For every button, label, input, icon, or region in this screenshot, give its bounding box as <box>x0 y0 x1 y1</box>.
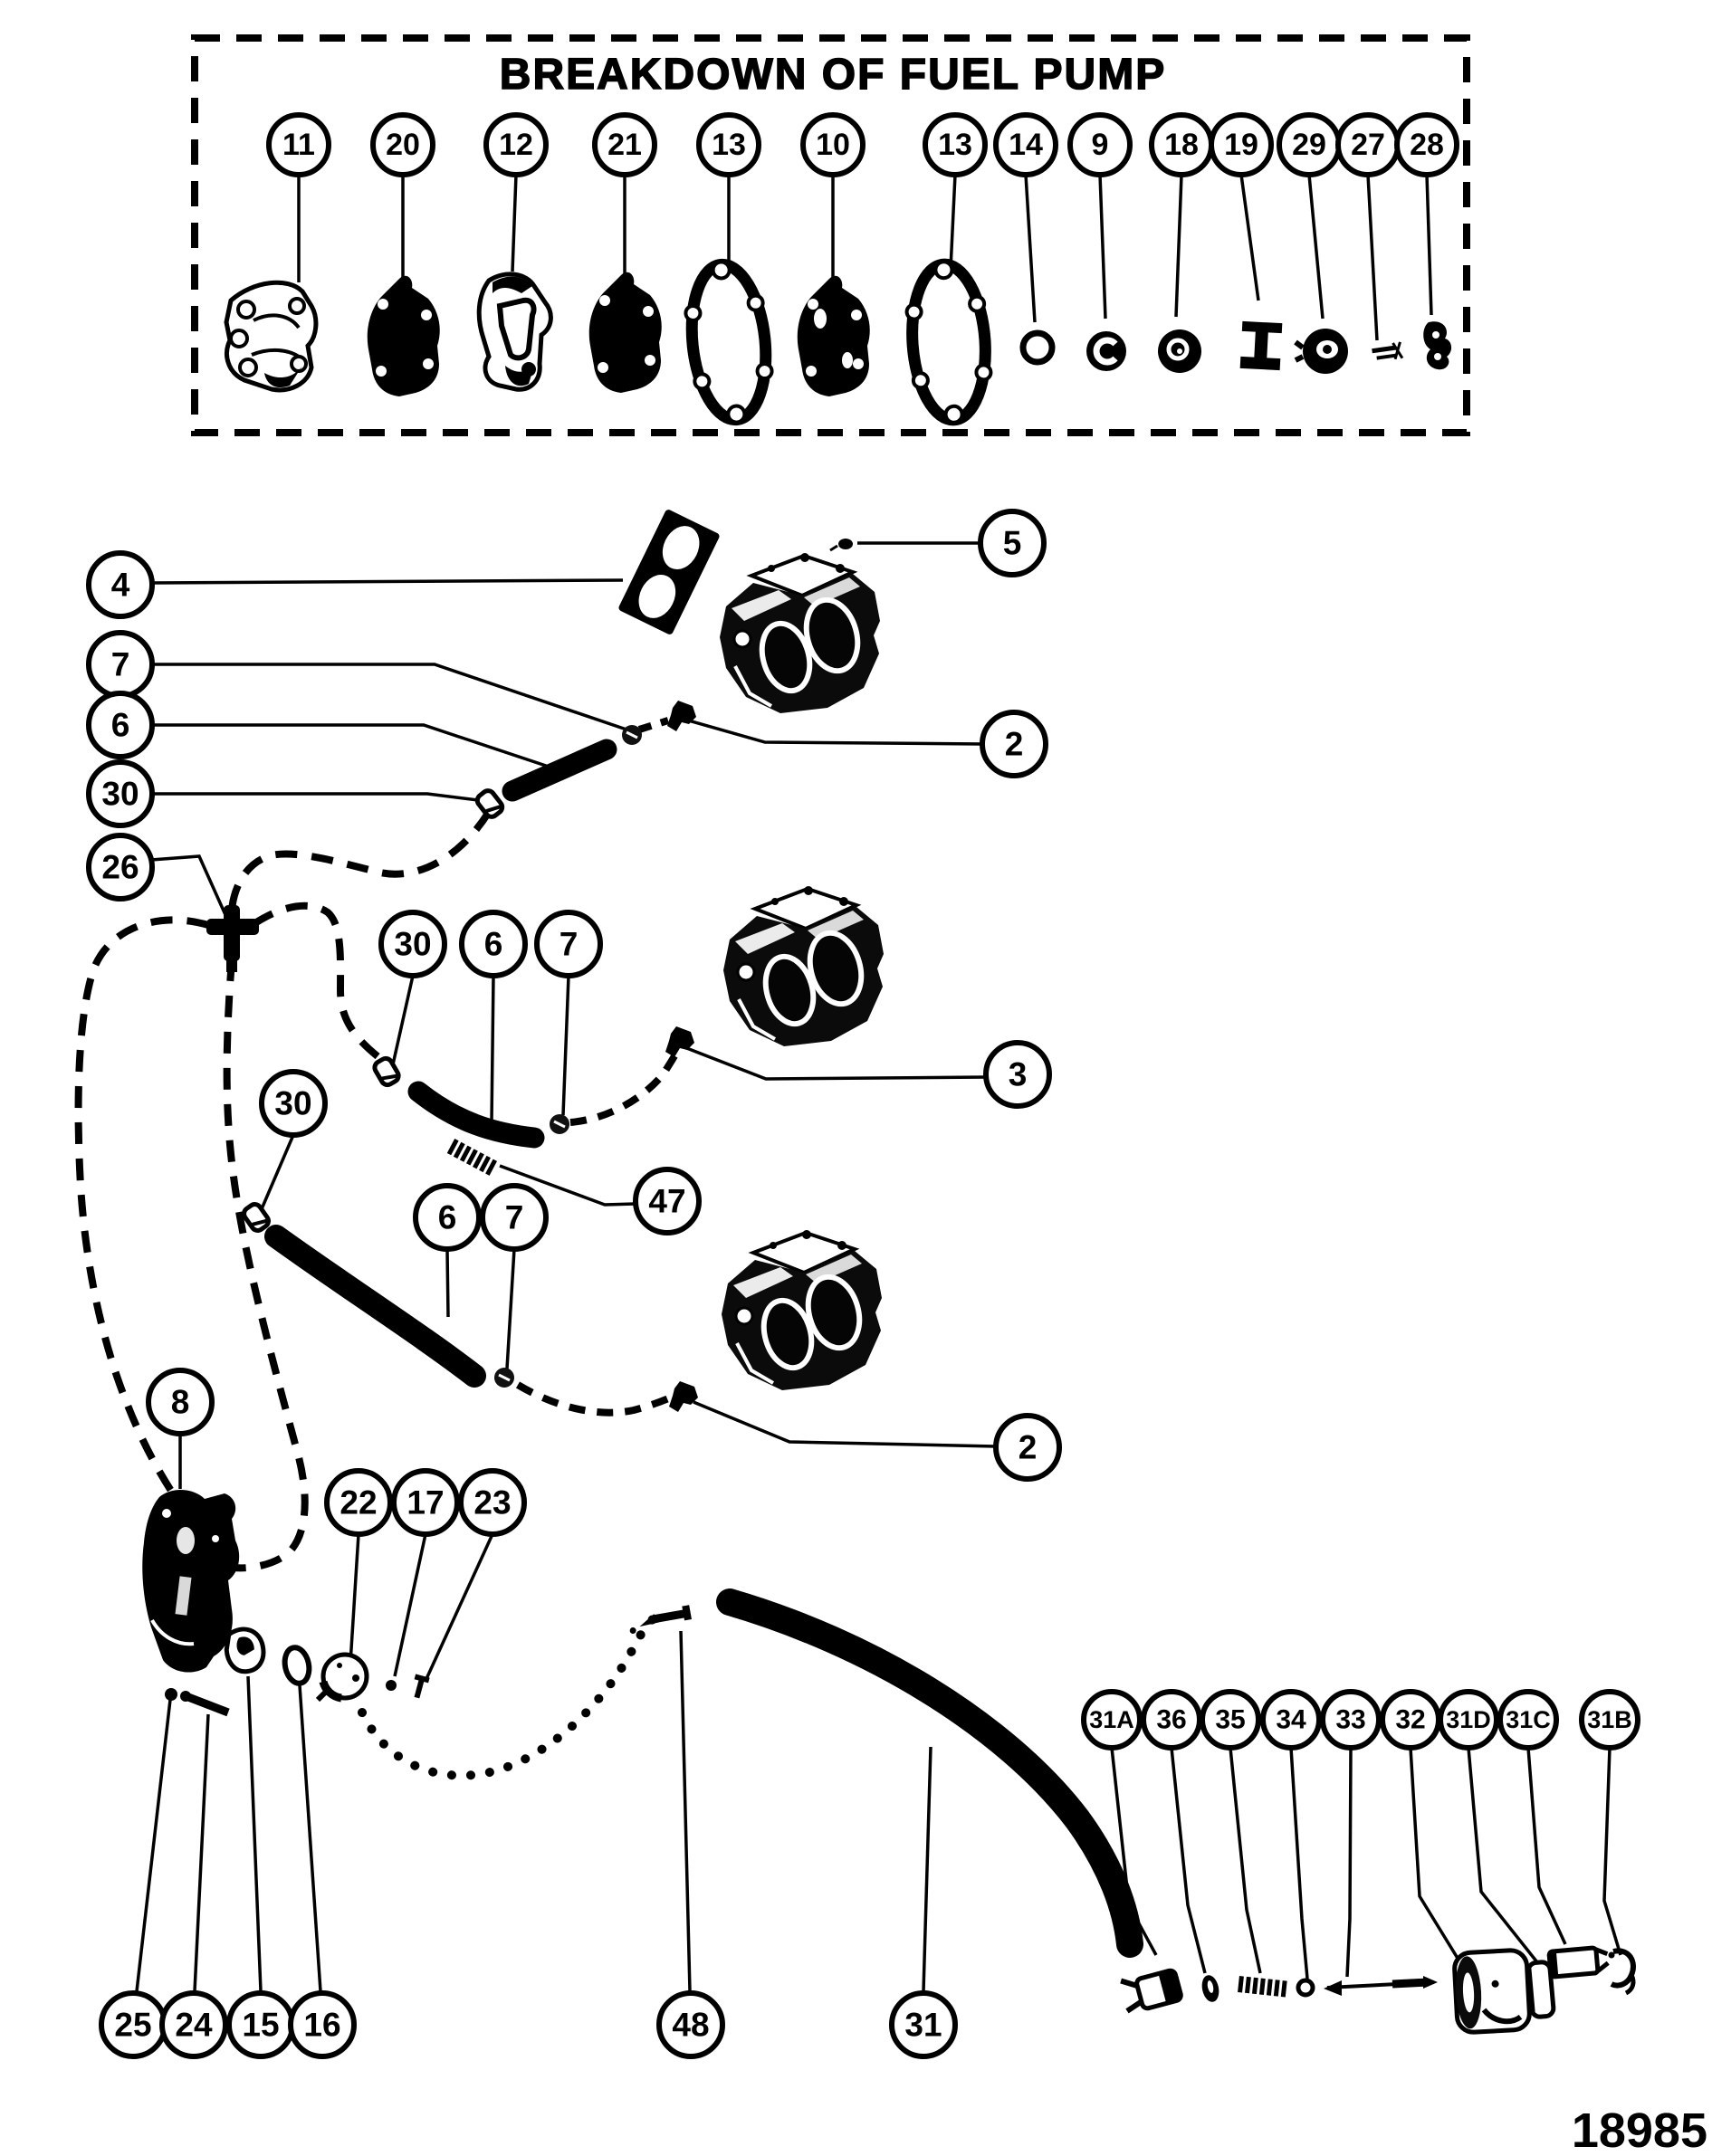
callout-34-connector_row-3 <box>1263 1692 1319 1748</box>
tee-fitting-26 <box>206 905 259 972</box>
svg-text:11: 11 <box>282 128 315 162</box>
svg-text:17: 17 <box>406 1483 445 1522</box>
callout-16-bottom_row-3 <box>291 1993 354 2056</box>
hose-3 <box>276 1236 474 1376</box>
svg-text:22: 22 <box>340 1483 378 1522</box>
callout-23-main-19 <box>461 1471 524 1534</box>
callout-48-bottom_row-4 <box>659 1993 722 2056</box>
svg-text:24: 24 <box>175 2006 213 2044</box>
callout-25-bottom_row-0 <box>101 1993 165 2056</box>
clip-31B <box>1609 1951 1634 1993</box>
callout-12-top_row-2 <box>486 115 546 175</box>
hose-grommet-1 <box>475 788 505 819</box>
connector-body-31A <box>1119 1967 1181 2014</box>
svg-text:16: 16 <box>303 2006 341 2044</box>
o-ring-34 <box>1298 1980 1313 1995</box>
hose-1 <box>512 749 607 791</box>
screw-23 <box>410 1674 430 1699</box>
svg-text:7: 7 <box>504 1198 524 1236</box>
svg-text:20: 20 <box>386 128 420 162</box>
fuel-line-joint-1 <box>639 720 668 730</box>
svg-text:30: 30 <box>394 925 432 963</box>
svg-text:27: 27 <box>1351 128 1385 162</box>
callout-15-bottom_row-2 <box>229 1993 292 2056</box>
svg-text:8: 8 <box>170 1383 190 1421</box>
svg-text:34: 34 <box>1276 1704 1306 1735</box>
svg-text:7: 7 <box>559 925 579 963</box>
breakdown-part-illustrations <box>226 258 1451 426</box>
callout-6-main-13 <box>416 1186 479 1249</box>
svg-text:6: 6 <box>437 1198 457 1236</box>
pump-body-part <box>798 276 870 396</box>
callout-7-main-14 <box>483 1186 546 1249</box>
callout-31-bottom_row-5 <box>892 1993 955 2056</box>
svg-text:36: 36 <box>1156 1704 1187 1735</box>
svg-text:10: 10 <box>816 128 850 162</box>
svg-text:48: 48 <box>672 2006 710 2044</box>
callout-13-top_row-4 <box>699 115 759 175</box>
arrow-fitting-48 <box>627 1605 693 1634</box>
callout-33-connector_row-4 <box>1323 1692 1379 1748</box>
svg-text:12: 12 <box>499 128 533 162</box>
svg-text:6: 6 <box>483 925 503 963</box>
callout-29-top_row-11 <box>1279 115 1339 175</box>
fuel-line-middle <box>253 906 389 1065</box>
svg-text:21: 21 <box>607 128 642 162</box>
check-valve-part <box>1086 331 1126 371</box>
callout-31A-connector_row-0 <box>1084 1692 1140 1748</box>
svg-text:30: 30 <box>101 775 139 813</box>
bushing-36 <box>1200 1973 1221 2003</box>
callout-11-top_row-0 <box>269 115 329 175</box>
carburetor-top <box>720 553 880 713</box>
svg-text:9: 9 <box>1091 128 1109 162</box>
svg-text:4: 4 <box>110 566 130 604</box>
svg-text:35: 35 <box>1215 1704 1246 1735</box>
callout-8-main-16 <box>148 1370 212 1434</box>
svg-text:15: 15 <box>242 2006 280 2044</box>
callout-36-connector_row-1 <box>1143 1692 1200 1748</box>
svg-text:2: 2 <box>1004 725 1024 763</box>
callout-6-main-2 <box>89 693 152 757</box>
needle-33 <box>1324 1976 1438 1996</box>
pin-17 <box>386 1680 397 1691</box>
drawing-number: 18985 <box>1571 2104 1707 2156</box>
fuel-connector-parts <box>1119 1947 1633 2033</box>
diaphragm-disc-part <box>1296 329 1348 374</box>
fuel-line-joint-3 <box>518 1385 678 1413</box>
callout-31D-connector_row-6 <box>1440 1692 1497 1748</box>
elbow-fitting-2 <box>665 1026 694 1057</box>
elbow-fitting-3 <box>669 1381 698 1412</box>
callout-13-top_row-6 <box>925 115 985 175</box>
svg-text:13: 13 <box>712 128 746 162</box>
svg-text:25: 25 <box>114 2006 152 2044</box>
hose-grommet-2 <box>372 1056 400 1087</box>
svg-text:3: 3 <box>1008 1055 1028 1093</box>
o-ring-part <box>1023 333 1052 362</box>
leader-lines <box>137 543 1621 1991</box>
housing-32 <box>1454 1950 1530 2033</box>
spring-47 <box>447 1139 497 1176</box>
fuel-line-outer-loop <box>79 920 210 1541</box>
gasket-part <box>904 259 994 425</box>
valve-disc-part <box>1158 329 1201 373</box>
callout-2-main-6 <box>982 712 1046 776</box>
callout-26-main-4 <box>89 835 152 899</box>
svg-text:23: 23 <box>473 1483 512 1522</box>
callout-17-main-18 <box>394 1471 457 1534</box>
carburetor-bottom <box>722 1230 882 1390</box>
callout-31C-connector_row-7 <box>1500 1692 1556 1748</box>
fuel-line-joint-2 <box>570 1046 680 1122</box>
callout-35-connector_row-2 <box>1202 1692 1258 1748</box>
breakdown-title: BREAKDOWN OF FUEL PUMP <box>499 51 1167 99</box>
spring-35 <box>1238 1976 1287 1997</box>
svg-text:31A: 31A <box>1089 1706 1134 1733</box>
hose-nut-3 <box>494 1368 514 1388</box>
callout-30-main-11 <box>262 1072 325 1135</box>
bolt-24 <box>180 1691 228 1712</box>
svg-text:19: 19 <box>1224 128 1258 162</box>
callout-30-main-7 <box>381 912 445 976</box>
callout-20-top_row-1 <box>373 115 433 175</box>
svg-text:2: 2 <box>1018 1428 1038 1466</box>
callout-18-top_row-9 <box>1152 115 1211 175</box>
hose-nut-1 <box>622 725 642 745</box>
callout-28-top_row-13 <box>1397 115 1457 175</box>
svg-text:31: 31 <box>904 2006 942 2044</box>
callout-22-main-17 <box>327 1471 390 1534</box>
hose-grommet-3 <box>242 1202 271 1233</box>
callout-14-top_row-7 <box>996 115 1056 175</box>
callout-6-main-8 <box>462 912 525 976</box>
hose-2 <box>418 1092 534 1138</box>
svg-text:31B: 31B <box>1587 1706 1632 1733</box>
svg-text:28: 28 <box>1410 128 1444 162</box>
callout-32-connector_row-5 <box>1382 1692 1439 1748</box>
svg-text:30: 30 <box>274 1084 312 1122</box>
callout-24-bottom_row-1 <box>162 1993 225 2056</box>
callout-7-main-1 <box>89 633 152 696</box>
svg-text:6: 6 <box>110 706 130 744</box>
callout-27-top_row-12 <box>1338 115 1398 175</box>
grommet-pair-part <box>1423 321 1451 369</box>
svg-text:7: 7 <box>110 645 130 683</box>
svg-text:18: 18 <box>1164 128 1199 162</box>
mounting-screw-5 <box>830 539 853 550</box>
washer-25 <box>165 1688 177 1701</box>
svg-text:33: 33 <box>1335 1704 1366 1735</box>
svg-text:31C: 31C <box>1506 1706 1551 1733</box>
svg-text:26: 26 <box>101 848 139 886</box>
svg-text:5: 5 <box>1002 524 1022 562</box>
callout-21-top_row-3 <box>595 115 655 175</box>
callout-19-top_row-10 <box>1211 115 1271 175</box>
callout-2-main-15 <box>996 1416 1059 1479</box>
main-diagram <box>79 509 1633 2033</box>
elbow-fitting-1 <box>667 701 696 731</box>
callout-3-main-10 <box>986 1043 1049 1106</box>
pump-body-part <box>368 276 440 396</box>
hose-nut-2 <box>550 1114 569 1134</box>
pump-bracket-part <box>226 282 316 390</box>
svg-text:32: 32 <box>1395 1704 1426 1735</box>
svg-text:31D: 31D <box>1446 1706 1491 1733</box>
svg-text:47: 47 <box>648 1182 686 1220</box>
callout-10-top_row-5 <box>803 115 863 175</box>
pump-body-part <box>589 272 662 393</box>
breakdown-box <box>195 38 1467 433</box>
valve-spool-part <box>1240 321 1283 370</box>
fuel-line-inner <box>227 959 305 1568</box>
gasket-part <box>681 258 777 426</box>
pump-lever-part <box>479 274 550 389</box>
cap-15 <box>223 1626 267 1674</box>
callout-47-main-12 <box>636 1169 699 1233</box>
callout-30-main-3 <box>89 762 152 825</box>
fuel-line-upper <box>232 812 489 911</box>
fuel-pump-assembly <box>142 1490 239 1673</box>
flat-fitting-part <box>1372 342 1402 362</box>
callout-9-top_row-8 <box>1070 115 1130 175</box>
carb-gasket-plate <box>617 509 721 635</box>
callout-31B-connector_row-8 <box>1582 1692 1638 1748</box>
pump-cover-22 <box>318 1655 367 1700</box>
callout-4-main-0 <box>89 553 152 616</box>
callout-7-main-9 <box>537 912 600 976</box>
svg-text:13: 13 <box>938 128 972 162</box>
carburetor-middle <box>723 886 884 1046</box>
fuel-outlet-dotted-line <box>362 1617 655 1776</box>
svg-text:29: 29 <box>1292 128 1326 162</box>
svg-text:14: 14 <box>1009 128 1043 162</box>
o-ring-16 <box>282 1646 312 1686</box>
callout-layer <box>89 115 1638 2056</box>
callout-5-main-5 <box>980 511 1044 575</box>
tube-31C <box>1549 1947 1609 1977</box>
